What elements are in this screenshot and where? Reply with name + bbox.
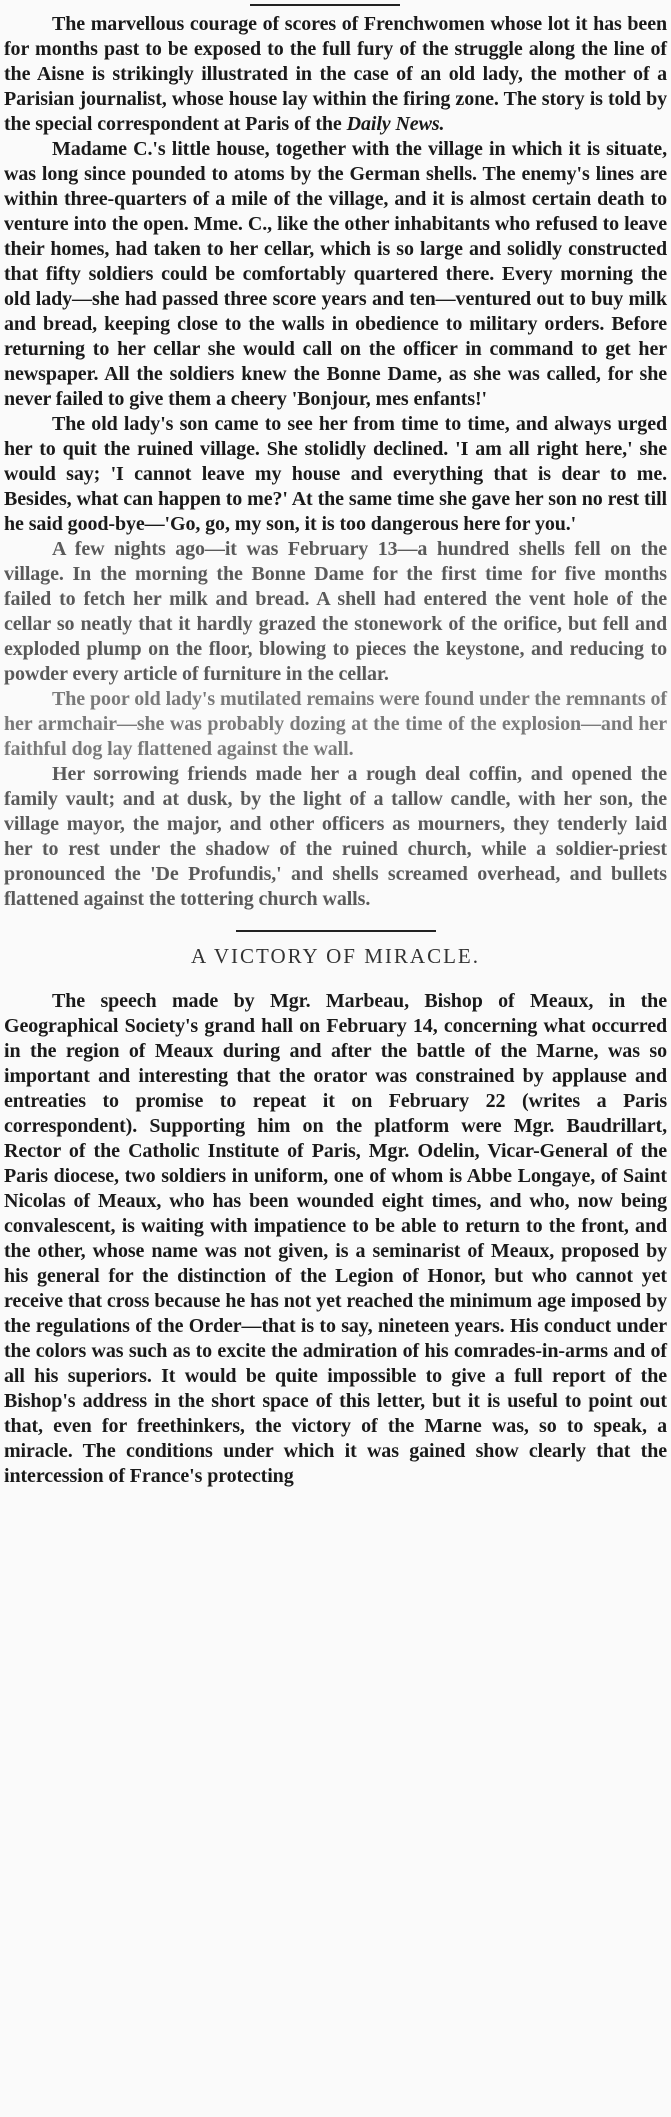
article2-paragraph-1: The speech made by Mgr. Marbeau, Bishop of Meaux, in the Geographical Society's grand hall on February 14, concerning what occurred in the region of Meaux during and after the battle of the Marne, was so important and interesting that the orator was constrained by applause and entreaties to promise to repeat it on February 22 (writes a Paris correspondent). Supporting him on the platform were Mgr. Baudrillart, Rector of the Catholic Institute of Paris, Mgr. Odelin, Vicar-General of the Paris diocese, two soldiers in uniform, one of whom is Abbe Longaye, of Saint Nicolas of Meaux, who has been wounded eight times, and who, now being convalescent, is waiting with impatience to be able to return to the front, and the other, whose name was not given, is a seminarist of Meaux, proposed by his general for the distinction of the Legion of Honor, but who cannot yet receive that cross because he has not yet reached the minimum age imposed by the regulations of the Order—that is to say, nineteen years. His conduct under the colors was such as to excite the admiration of his comrades-in-arms and of all his superiors. It would be quite impossible to give a full report of the Bishop's address in the short space of this letter, but it is useful to point out that, even for freethinkers, the victory of the Marne was, so to speak, a miracle. The conditions under which it was gained show clearly that the intercession of France's protecting [4, 990, 667, 1487]
article1-paragraph-3: The old lady's son came to see her from time to time, and always urged her to quit the ruined village. She stolidly declined. 'I am all right here,' she would say; 'I cannot leave my house and everything that is dear to me. Besides, what can happen to me?' At the same time she gave her son no rest till he said good-bye—'Go, go, my son, it is too dangerous here for you.' [4, 413, 667, 535]
top-rule [250, 4, 400, 6]
source-publication: Daily News. [346, 113, 445, 135]
article1-paragraph-4: A few nights ago—it was February 13—a hundred shells fell on the village. In the morning the Bonne Dame for the first time for five months failed to fetch her milk and bread. A shell had entered the vent hole of the cellar so neatly that it hardly grazed the stonework of the orifice, but fell and exploded plump on the floor, blowing to pieces the keystone, and reducing to powder every article of furniture in the cellar. [4, 538, 667, 685]
section-divider [236, 930, 436, 932]
article1-paragraph-2: Madame C.'s little house, together with the village in which it is situate, was long since pounded to atoms by the German shells. The enemy's lines are within three-quarters of a mile of the village, and it is almost certain death to venture into the open. Mme. C., like the other inhabitants who refused to leave their homes, had taken to her cellar, which is so large and solidly constructed that fifty soldiers could be comfortably quartered there. Every morning the old lady—she had passed three score years and ten—ventured out to buy milk and bread, keeping close to the walls in obedience to military orders. Before returning to her cellar she would call on the officer in command to get her newspaper. All the soldiers knew the Bonne Dame, as she was called, for she never failed to give them a cheery 'Bonjour, mes enfants!' [4, 138, 667, 410]
article2-heading: A VICTORY OF MIRACLE. [191, 944, 480, 968]
article1-paragraph-5: The poor old lady's mutilated remains were found under the remnants of her armchair—she was probably dozing at the time of the explosion—and her faithful dog lay flattened against the wall. [4, 688, 667, 760]
article-column [4, 12, 667, 1489]
article1-paragraph-1: The marvellous courage of scores of Frenchwomen whose lot it has been for months past to be exposed to the full fury of the struggle along the line of the Aisne is strikingly illustrated in the case of an old lady, the mother of a Parisian journalist, whose house lay within the firing zone. The story is told by the special correspondent at Paris of the Daily News. [4, 13, 667, 135]
article1-paragraph-6: Her sorrowing friends made her a rough deal coffin, and opened the family vault; and at dusk, by the light of a tallow candle, with her son, the village mayor, the major, and other officers as mourners, they tenderly laid her to rest under the shadow of the ruined church, while a soldier-priest pronounced the 'De Profundis,' and shells screamed overhead, and bullets flattened against the tottering church walls. [4, 763, 667, 910]
